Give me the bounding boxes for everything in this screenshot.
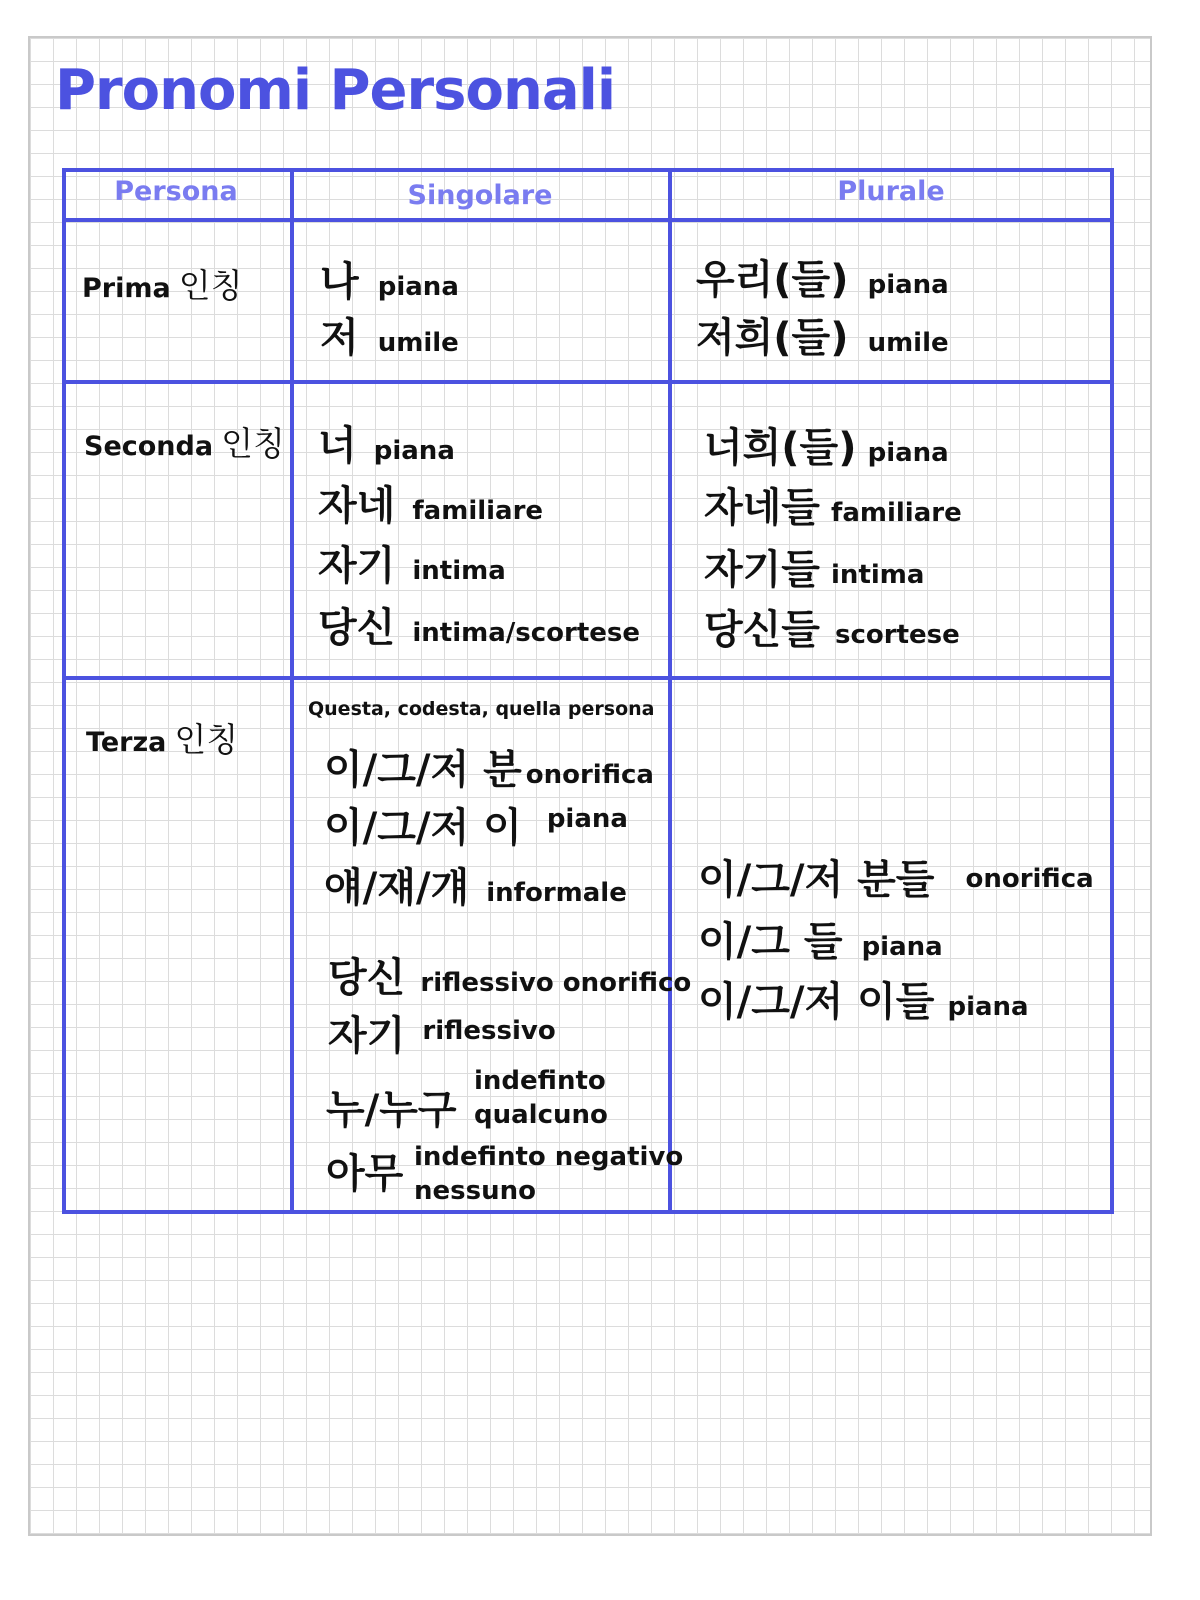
table-border-bottom <box>62 1210 1114 1214</box>
usage-label: familiare <box>412 496 544 526</box>
korean-pronoun: 자기들 <box>704 547 820 593</box>
usage-label: piana <box>867 438 949 468</box>
usage-label: piana <box>546 804 628 834</box>
usage-label: piana <box>947 992 1029 1022</box>
korean-pronoun: 얘/쟤/걔 <box>324 865 470 911</box>
list-item <box>318 596 640 653</box>
korean-pronoun: 나 <box>320 259 359 305</box>
header-persona: Persona <box>114 176 238 207</box>
usage-label: umile <box>377 328 459 358</box>
korean-pronoun: 당신들 <box>704 607 820 653</box>
person-label-terza <box>86 714 238 761</box>
usage-label: intima <box>412 556 506 586</box>
korean-pronoun: 이/그/저 분들 <box>698 857 935 903</box>
korean-pronoun: 저희(들) <box>696 315 849 361</box>
korean-pronoun: 누/누구 <box>326 1087 457 1133</box>
list-item <box>318 474 543 531</box>
header-singolare: Singolare <box>407 180 553 211</box>
terza-note: Questa, codesta, quella persona <box>308 698 655 720</box>
person-name: Seconda <box>84 431 214 462</box>
usage-label-secondary: qualcuno <box>474 1100 608 1130</box>
list-item <box>320 250 459 307</box>
list-item <box>326 1142 403 1199</box>
korean-pronoun: 당신 <box>328 955 406 1001</box>
usage-label: piana <box>373 436 455 466</box>
list-item <box>698 970 1029 1027</box>
usage-label: piana <box>867 270 949 300</box>
korean-pronoun: 당신 <box>318 605 396 651</box>
row-divider-1 <box>62 380 1114 384</box>
korean-pronoun: 아무 <box>326 1151 404 1197</box>
pronoun-table <box>62 168 1114 1214</box>
list-item <box>698 910 943 967</box>
list-item <box>320 306 459 363</box>
row-divider-2 <box>62 676 1114 680</box>
usage-label: intima/scortese <box>412 618 641 648</box>
list-item <box>704 476 962 533</box>
header-divider <box>62 218 1114 222</box>
person-name-korean: 인칭 <box>221 424 285 463</box>
list-item <box>324 796 628 853</box>
list-item <box>328 1004 556 1061</box>
header-plurale: Plurale <box>837 176 945 207</box>
column-divider-1 <box>290 168 294 1214</box>
person-label-prima <box>82 260 242 307</box>
usage-label: indefinto negativo <box>414 1142 684 1172</box>
table-border-top <box>62 168 1114 172</box>
korean-pronoun: 자네 <box>318 483 396 529</box>
list-item <box>324 856 627 913</box>
usage-label: riflessivo onorifico <box>420 968 692 998</box>
korean-pronoun: 이/그/저 이들 <box>698 979 935 1025</box>
korean-pronoun: 너희(들) <box>704 425 857 471</box>
usage-label: umile <box>867 328 949 358</box>
person-name: Prima <box>82 273 171 304</box>
usage-label: onorifica <box>965 864 1094 894</box>
usage-label: piana <box>377 272 459 302</box>
column-divider-2 <box>668 168 672 1214</box>
korean-pronoun: 이/그/저 이 <box>324 805 522 851</box>
table-border-right <box>1110 168 1114 1214</box>
person-label-seconda <box>84 418 285 465</box>
usage-label: familiare <box>831 498 962 528</box>
korean-pronoun: 이/그 들 <box>698 919 843 965</box>
usage-label: riflessivo <box>422 1016 556 1046</box>
korean-pronoun: 자네들 <box>704 485 820 531</box>
korean-pronoun: 너 <box>318 423 357 469</box>
list-item <box>326 1078 457 1135</box>
korean-pronoun: 우리(들) <box>696 257 849 303</box>
list-item <box>696 306 949 363</box>
korean-pronoun: 자기 <box>328 1013 406 1059</box>
list-item <box>696 248 949 305</box>
page-title: Pronomi Personali <box>55 58 616 123</box>
korean-pronoun: 자기 <box>318 543 396 589</box>
list-item <box>704 538 924 595</box>
usage-label: informale <box>486 878 627 908</box>
person-name-korean: 인칭 <box>174 720 239 759</box>
person-name: Terza <box>86 727 167 758</box>
list-item <box>324 738 654 795</box>
list-item <box>704 598 960 655</box>
usage-label: scortese <box>835 620 960 650</box>
list-item <box>698 848 1094 905</box>
usage-label: intima <box>831 560 925 590</box>
usage-label: piana <box>861 932 943 962</box>
korean-pronoun: 이/그/저 분 <box>324 747 522 793</box>
person-name-korean: 인칭 <box>178 266 243 305</box>
korean-pronoun: 저 <box>320 315 359 361</box>
list-item <box>328 946 691 1003</box>
usage-label: onorifica <box>525 760 654 790</box>
table-border-left <box>62 168 66 1214</box>
list-item <box>704 416 949 473</box>
list-item <box>318 534 506 591</box>
list-item <box>318 414 455 471</box>
usage-label: indefinto <box>474 1066 606 1096</box>
usage-label-secondary: nessuno <box>414 1176 536 1206</box>
